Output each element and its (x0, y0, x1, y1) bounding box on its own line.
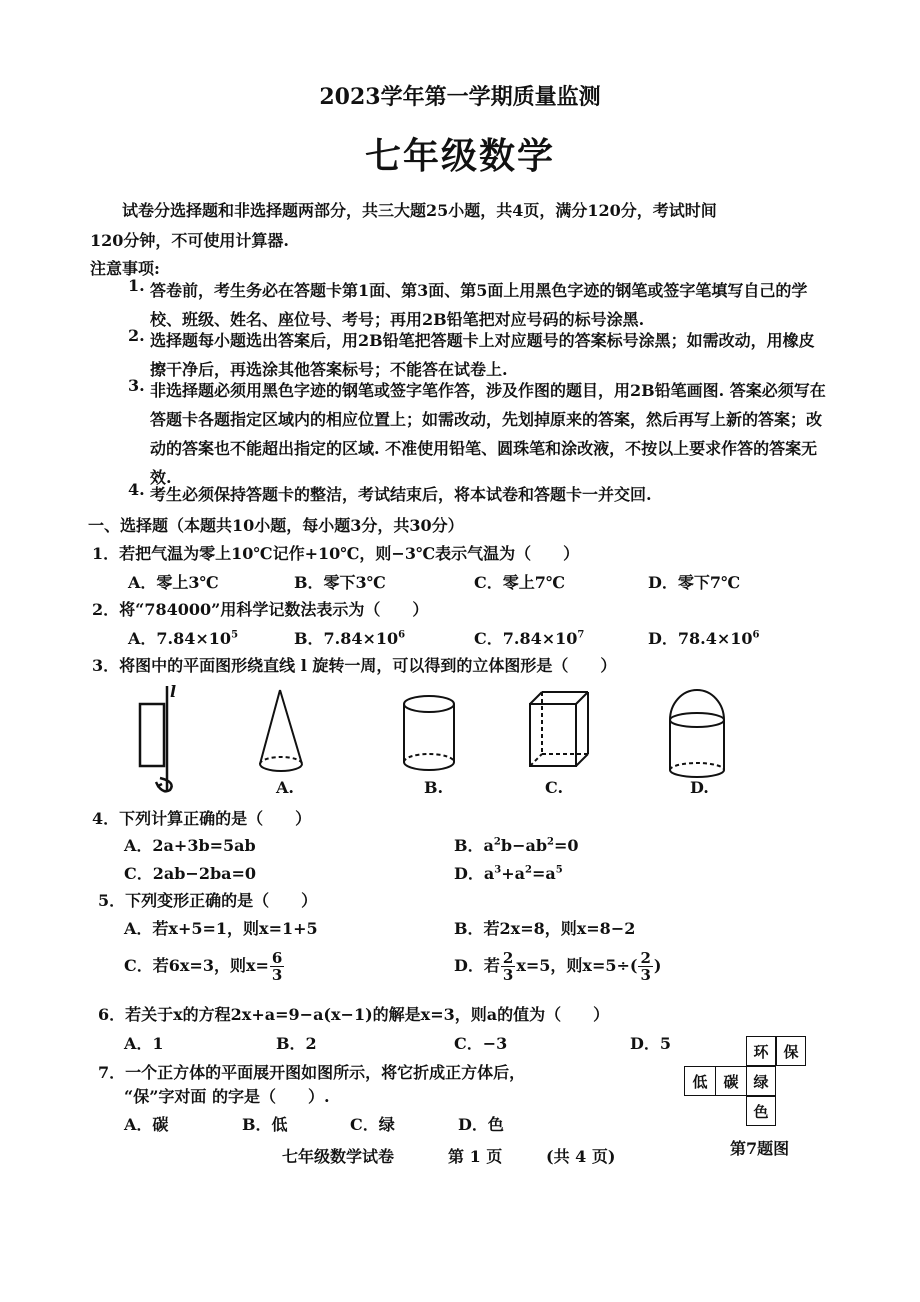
q3-label-a: A. (276, 778, 294, 797)
net-cell-se: 色 (746, 1096, 776, 1126)
q3-dome-cylinder-d (670, 690, 724, 777)
q6-stem: 6．若关于x的方程2x+a=9−a(x−1)的解是x=3，则a的值为（ ） (98, 1005, 610, 1024)
exam-title: 2023学年第一学期质量监测 (319, 84, 601, 110)
q3-label-d: D. (690, 778, 709, 797)
q5-option-d: D．若 $\frac{2}{3}$ x=5，则x=5÷( $\frac{2}{3}$ ) (454, 949, 662, 984)
q7-figure-caption: 第7题图 (730, 1139, 790, 1158)
net-cell-tan: 碳 (715, 1066, 747, 1096)
q4-option-c: C．2ab−2ba=0 (124, 864, 257, 883)
q2-option-d: D．$78.4\times 10^6$ (648, 629, 760, 648)
q7-cube-net (684, 1036, 808, 1128)
subject-title: 七年级数学 (364, 135, 555, 177)
q2-option-b: B．$7.84\times 10^6$ (294, 629, 406, 648)
q5-option-a: A．若x+5=1，则x=1+5 (124, 919, 318, 938)
q7-stem-line-2: “保”字对面 的字是（ ）. (124, 1087, 330, 1106)
note-text-2: 选择题每小题选出答案后，用2B铅笔把答题卡上对应题号的答案标号涂黑；如需改动，用橡皮擦干净后，再选涂其他答案标号；不能答在试卷上. (150, 331, 815, 379)
note-number-3: 3. (128, 376, 145, 395)
note-text-4: 考生必须保持答题卡的整洁，考试结束后，将本试卷和答题卡一并交回. (150, 485, 652, 504)
q3-axis-label: l (170, 682, 177, 701)
q5-stem: 5．下列变形正确的是（ ） (98, 891, 318, 910)
q5-d-fraction-2: $\frac{2}{3}$ (640, 949, 651, 984)
q1-option-d: D．零下7℃ (648, 573, 741, 592)
q5-d-fraction-1: $\frac{2}{3}$ (502, 949, 514, 984)
note-number-4: 4. (128, 480, 145, 499)
note-number-2: 2. (128, 326, 145, 345)
net-cell-lv: 绿 (746, 1066, 776, 1096)
q3-prism-c (530, 692, 588, 766)
q4-option-a: A．2a+3b=5ab (124, 836, 256, 855)
q1-option-c: C．零上7℃ (474, 573, 566, 592)
q4-option-b: B．$a^2b-ab^2=0$ (454, 836, 579, 855)
q1-option-a: A．零上3℃ (128, 573, 219, 592)
q6-option-c: C．−3 (454, 1034, 508, 1053)
footer-paper-name: 七年级数学试卷 (282, 1147, 395, 1166)
note-number-1: 1. (128, 276, 145, 295)
section-1-title: 一、选择题（本题共10小题，每小题3分，共30分） (88, 516, 464, 535)
q3-plane-figure (140, 686, 172, 791)
q7-option-a: A．碳 (124, 1115, 169, 1134)
q5-option-c: C．若6x=3，则x= $\frac{6}{3}$ (124, 949, 283, 984)
q6-option-a: A．1 (124, 1034, 164, 1053)
intro-line-1: 试卷分选择题和非选择题两部分，共三大题25小题，共4页，满分120分，考试时间 (122, 201, 717, 220)
q1-option-b: B．零下3℃ (294, 573, 386, 592)
q5-c-fraction: $\frac{6}{3}$ (271, 949, 283, 984)
footer-page-number: 第 1 页 (448, 1147, 503, 1166)
note-text-3: 非选择题必须用黑色字迹的钢笔或签字笔作答，涉及作图的题目，用2B铅笔画图. 答案必须写在答题卡各题指定区域内的相应位置上；如需改动，先划掉原来的答案，然后再写上新的答案；改动的答案也不能超出指定的区域. 不准使用铅笔、圆珠笔和涂改液，不按以上要求作答的答案无效. (150, 381, 826, 487)
note-text-1: 答卷前，考生务必在答题卡第1面、第3面、第5面上用黑色字迹的钢笔或签字笔填写自己的学校、班级、姓名、座位号、考号；再用2B铅笔把对应号码的标号涂黑. (150, 281, 808, 329)
q3-cylinder-b (404, 696, 454, 770)
q6-option-d: D．5 (630, 1034, 672, 1053)
net-cell-bao: 保 (776, 1036, 806, 1066)
q7-option-c: C．绿 (350, 1115, 395, 1134)
q2-option-c: C．$7.84\times 10^7$ (474, 629, 585, 648)
q3-label-c: C. (545, 778, 564, 797)
q3-stem: 3．将图中的平面图形绕直线 l 旋转一周，可以得到的立体图形是（ ） (92, 656, 617, 675)
q4-option-d: D．$a^3+a^2=a^5$ (454, 864, 563, 883)
q7-option-b: B．低 (242, 1115, 288, 1134)
q2-option-a: A．$7.84\times 10^5$ (128, 629, 239, 648)
q3-cone-a (260, 690, 302, 771)
q5-option-b: B．若2x=8，则x=8−2 (454, 919, 636, 938)
q1-stem: 1．若把气温为零上10℃记作+10℃，则−3℃表示气温为（ ） (92, 544, 580, 563)
q2-stem: 2．将“784000”用科学记数法表示为（ ） (92, 600, 429, 619)
q3-label-b: B. (424, 778, 444, 797)
q4-stem: 4．下列计算正确的是（ ） (92, 809, 312, 828)
q6-option-b: B．2 (276, 1034, 317, 1053)
q7-stem-line-1: 7．一个正方体的平面展开图如图所示，将它折成正方体后， (98, 1063, 526, 1082)
footer-page-total: (共 4 页) (546, 1147, 616, 1166)
notes-heading: 注意事项: (90, 259, 160, 278)
net-cell-huan: 环 (746, 1036, 776, 1066)
q7-option-d: D．色 (458, 1115, 504, 1134)
net-cell-di: 低 (684, 1066, 716, 1096)
intro-line-2: 120分钟，不可使用计算器. (90, 231, 289, 250)
